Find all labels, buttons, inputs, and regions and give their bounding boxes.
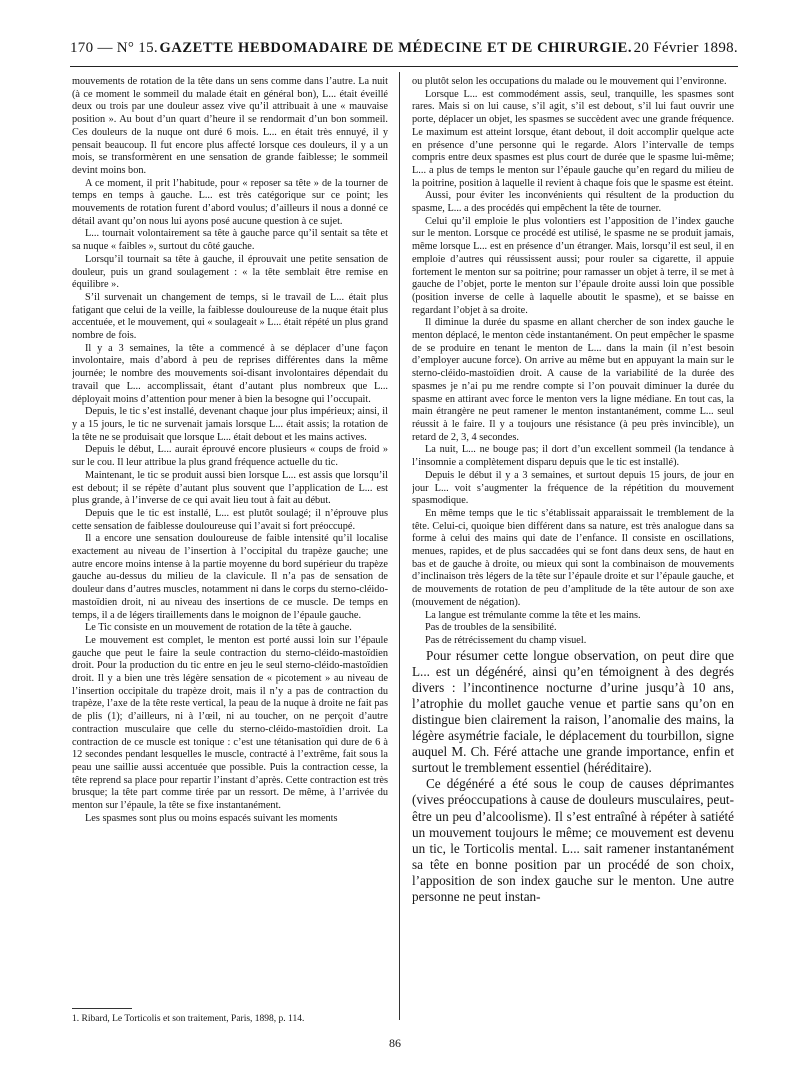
paragraph: Lorsque L... est commodément assis, seul, tranquille, les spasmes sont rares. Mais si on lui cause, s’il agit, s’il est debout, s’il lui faut ouvrir une porte, déplacer un objet, les spasmes se succèdent avec une grande fréquence. Le maximum est atteint lorsque, étant debout, il doit accomplir quelque acte en présence d’une personne qui le regarde. Alors l’intervalle de temps compris entre deux spasmes est plus court de durée que le spasme lui-même; L... a plus de temps le menton sur l’épaule gauche qu’en regard du milieu de la poitrine, position à laquelle il revient à chaque fois que le spasme est éteint.	[412, 88, 734, 189]
paragraph: La nuit, L... ne bouge pas; il dort d’un excellent sommeil (la tendance à l’insomnie a complètement disparu depuis que le tic est installé).	[412, 444, 734, 469]
paragraph: Aussi, pour éviter les inconvénients qui résultent de la production du spasme, L... a des procédés qui empêchent la tête de tourner.	[412, 190, 734, 215]
paragraph: Les spasmes sont plus ou moins espacés suivant les moments	[85, 812, 338, 824]
conclusion-paragraph: Ce dégénéré a été sous le coup de causes déprimantes (vives préoccupations à cause de douleurs musculaires, peut-être un peu d’alcoolisme). Il s’est entraîné à répéter à satiété un mouvement toujours le même; ce mouvement est devenu un tic, le Torticolis mental. L... sait ramener instantanément sa tête en bonne position par un procédé de son choix, l’apposition de son index gauche sur le menton. Une autre personne ne peut instan-	[412, 776, 734, 905]
column-divider	[399, 72, 400, 1020]
paragraph: Pas de troubles de la sensibilité.	[425, 622, 557, 634]
paragraph: Maintenant, le tic se produit aussi bien lorsque L... est assis que lorsqu’il est debout; il se répète d’autant plus souvent que l’application de L... est plus grande, à l’inverse de ce qui avait lieu tout à fait au début.	[72, 469, 388, 507]
paragraph: Pas de rétrécissement du champ visuel.	[425, 634, 587, 646]
footnote-rule	[72, 1008, 132, 1009]
paragraph: La langue est trémulante comme la tête et les mains.	[425, 609, 641, 621]
journal-title: GAZETTE HEBDOMADAIRE DE MÉDECINE ET DE CHIRURGIE.	[159, 40, 633, 56]
issue-date: 20 Février 1898.	[633, 40, 738, 56]
paragraph: Depuis, le tic s’est installé, devenant chaque jour plus impérieux; ainsi, il y a 15 jours, le tic ne survenait jamais lorsque L... était assis; la rotation de la tête ne se produisait que lorsque L... était debout et les mains actives.	[72, 406, 388, 443]
paragraph: Lorsqu’il tournait sa tête à gauche, il éprouvait une petite sensation de douleur, puis un grand soulagement : « la tête semblait être remise en équilibre ».	[72, 253, 388, 291]
paragraph: Le Tic consiste en un mouvement de rotation de la tête à gauche.	[85, 622, 352, 634]
paragraph: Le mouvement est complet, le menton est porté aussi loin sur l’épaule gauche que peut le faire la seule contraction du sterno-cléido-mastoïdien droit. Pour la production du tic entre en jeu le seul sterno-cléido-mastoïdien droit. Il y a bien une très légère sensation de « picotement » au niveau de l’insertion occipitale du trapèze droit, mais il n’y a pas de contraction du trapèze, l’axe de la tête reste vertical, la peau de la nuque à droite ne fait pas de plis (1); d’ailleurs, ni à l’œil, ni au toucher, on ne perçoit d’autre contraction musculaire que celle du sterno-cléido-mastoïdien droit. La contraction de ce muscle est tonique : c’est une tétanisation qui dure de 6 à 12 secondes pendant lesquelles le muscle, contracté à l’extrême, fait sous la peau une saillie aussi accentuée que possible. Puis la contraction cesse, la tête reprend sa place pour repartir l’instant d’après. Cette contraction est très brusque; la tête part comme tirée par un ressort. De même, à l’arrivée du menton sur l’épaule, la tête se fixe instantanément.	[72, 634, 388, 812]
paragraph: Depuis le début, L... aurait éprouvé encore plusieurs « coups de froid » sur le cou. Il leur attribue la plus grand fréquence actuelle du tic.	[72, 444, 388, 469]
paragraph: ou plutôt selon les occupations du malade ou le mouvement qui l’environne.	[412, 76, 727, 87]
paragraph: L... tournait volontairement sa tête à gauche parce qu’il sentait sa tête et sa nuque « faibles », surtout du côté gauche.	[72, 228, 388, 253]
paragraph: A ce moment, il prit l’habitude, pour « reposer sa tête » de la tourner de temps en temps à gauche. L... est très catégorique sur ce point; les mouvements de rotation furent d’abord voulus; d’ailleurs il nous a donné ce détail avant qu’on nous lui ayons posé aucune question à ce sujet.	[72, 177, 388, 227]
right-column	[412, 76, 734, 1001]
paragraph: Il a encore une sensation douloureuse de faible intensité qu’il localise exactement au niveau de l’insertion à l’occipital du trapèze gauche; une autre encore moins intense à la partie moyenne du bord supérieur du trapèze gauche au-dessus du milieu de la clavicule. Il n’a pas de sensation de douleur dans d’autres muscles, notamment ni dans le corps du sterno-cléido-mastoïdien droit, ni au niveau des insertions de ce muscle. De temps en temps, il a de légers tiraillements dans le moignon de l’épaule gauche.	[72, 533, 388, 621]
paragraph: Celui qu’il emploie le plus volontiers est l’apposition de l’index gauche sur le menton. Lorsque ce procédé est utilisé, le spasme ne se produit jamais, même lorsque L... est en présence d’un étranger. Mais, lorsqu’il est seul, il en emploie d’autres qui réussissent aussi; pour rouler sa cigarette, il appuie fortement le menton sur sa poitrine; pour ramasser un objet à terre, il se met à gauche de l’objet, porte le menton sur l’épaule droite aussi loin que possible (position inverse de celle à laquelle aboutit le spasme), et se baisse en regardant l’objet à sa droite.	[412, 215, 734, 316]
left-column	[72, 76, 388, 1001]
page-and-issue: 170 — N° 15.	[70, 40, 158, 56]
paragraph: S’il survenait un changement de temps, si le travail de L... était plus fatigant que celui de la veille, la faiblesse douloureuse de la nuque était plus accentuée, et le mouvement, qui « soulageait » L... était répété un plus grand nombre de fois.	[72, 291, 388, 342]
paragraph: Depuis que le tic est installé, L... est plutôt soulagé; il n’éprouve plus cette sensation de faiblesse douloureuse qui l’avait si fort préoccupé.	[72, 507, 388, 532]
paragraph: Il diminue la durée du spasme en allant chercher de son index gauche le menton déplacé, le menton cède instantanément. On peut empêcher le spasme de se produire en tenant le menton de L... dans la main (il n’est besoin d’employer aucune force). On arrive au même but en appuyant la main sur le sterno-cléido-mastoïdien droit. A cause de la variabilité de la durée des spasmes je n’ai pu me rendre compte si l’on pouvait diminuer la durée du spasme en attirant avec force le menton vers la ligne médiane. En tout cas, la main étrangère ne peut ramener le menton instantanément, comme L... seul réussit à le faire. Il y a toujours une résistance (à peu près invincible), un retard de 2, 3, 4 secondes.	[412, 317, 734, 443]
conclusion-paragraph: Pour résumer cette longue observation, on peut dire que L... est un dégénéré, ainsi qu’en témoignent à des degrés divers : l’incontinence nocturne d’urine jusqu’à 10 ans, l’atrophie du mollet gauche venue et partie sans qu’on en distingue bien clairement la raison, l’anomalie des mains, la légère asymétrie faciale, le déplacement du tourbillon, signe auquel M. Ch. Féré attache une grande importance, enfin et surtout le tremblement essentiel (héréditaire).	[412, 647, 734, 776]
paragraph: mouvements de rotation de la tête dans un sens comme dans l’autre. La nuit (à ce moment le sommeil du malade était en général bon), L... était éveillé deux ou trois par une douleur assez vive qu’il attribuait à une « mauvaise position ». Au bout d’un quart d’heure il se rendormait d’un bon sommeil. Ces douleurs de la nuque ont duré 6 mois. L... en était très ennuyé, il y pensait beaucoup. Il fut encore plus affecté lorsque ces douleurs, il y a un mois, se transformèrent en une sensation de grande faiblesse; le sommeil devint moins bon.	[72, 76, 388, 176]
page-number: 86	[389, 1036, 401, 1050]
header-rule	[70, 66, 738, 67]
paragraph: En même temps que le tic s’établissait apparaissait le tremblement de la tête. Celui-ci, quoique bien différent dans sa nature, est très analogue dans sa forme à celui des mains qui date de l’enfance. Il consiste en oscillations, menues, rapides, et de plus saccadées qui se font dans deux sens, de haut en bas et de gauche à droite, ou mieux qui sont la combinaison de mouvements d’inclinaison très légers de la tête sur l’épaule droite et sur l’épaule gauche, et de mouvements de rotation de peu d’amplitude de la tête autour de son axe (mouvement de négation).	[412, 507, 734, 608]
paragraph: Il y a 3 semaines, la tête a commencé à se déplacer d’une façon involontaire, mais d’abord à peu de reprises différentes dans la même journée; le nombre des mouvements soi-disant involontaires dépendait du travail que L... accomplissait, étant d’autant plus nombreux que L... déployait moins d’attention pour mener à bien la besogne qui l’occupait.	[72, 342, 388, 405]
paragraph: Depuis le début il y a 3 semaines, et surtout depuis 15 jours, de jour en jour L... voit s’augmenter la fréquence de la répétition du mouvement spasmodique.	[412, 469, 734, 507]
footnote: 1. Ribard, Le Torticolis et son traitement, Paris, 1898, p. 114.	[72, 1014, 305, 1024]
running-header	[70, 40, 738, 64]
